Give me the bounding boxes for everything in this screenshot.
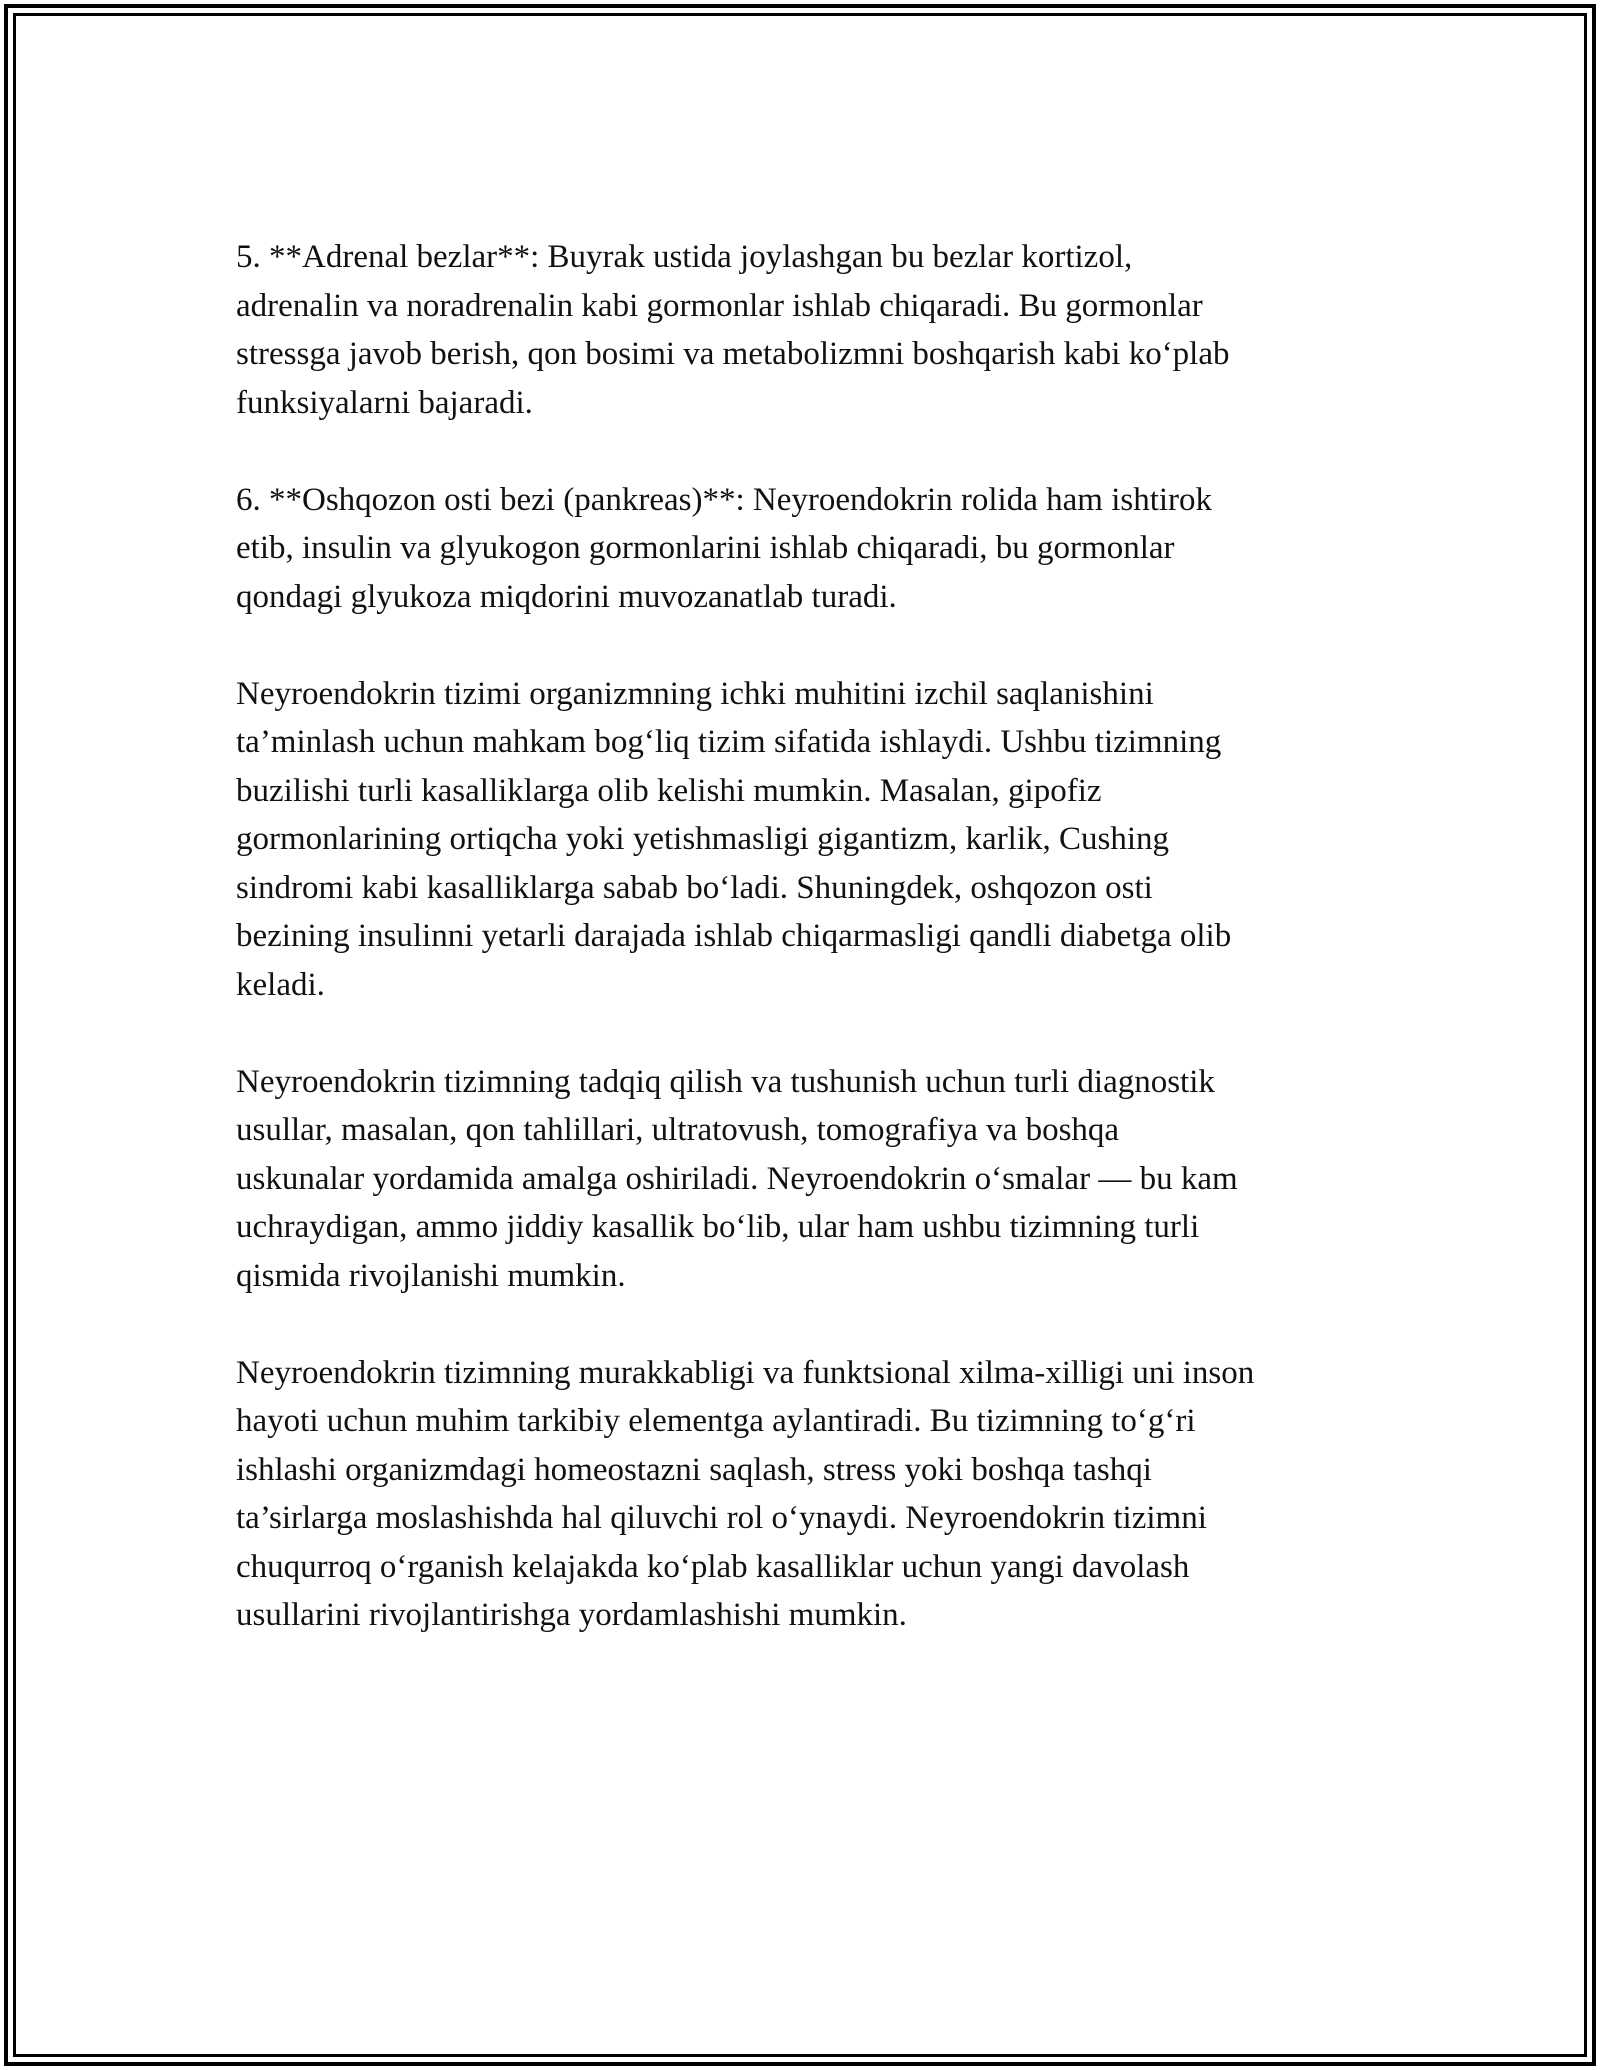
paragraph-diagnostics: Neyroendokrin tizimning tadqiq qilish va tushunish uchun turli diagnostik usullar, masalan, qon tahlillari, ultratovush, tomografiya va boshqa uskunalar yordamida amalga oshiriladi. Neyroendokrin o‘smalar — bu kam uchraydigan, ammo jiddiy kasallik bo‘lib, ular ham ushbu tizimning turli qismida rivojlanishi mumkin. [236, 1063, 1238, 1294]
paragraph-conclusion: Neyroendokrin tizimning murakkabligi va funktsional xilma-xilligi uni inson hayoti uchun muhim tarkibiy elementga aylantiradi. Bu tizimning to‘g‘ri ishlashi organizmdagi homeostazni saqlash, stress yoki boshqa tashqi ta’sirlarga moslashishda hal qiluvchi rol o‘ynaydi. Neyroendokrin tizimni chuqurroq o‘rganish kelajakda ko‘plab kasalliklar uchun yangi davolash usullarini rivojlantirishga yordamlashishi mumkin. [236, 1354, 1255, 1633]
paragraph-pancreas: 6. **Oshqozon osti bezi (pankreas)**: Neyroendokrin rolida ham ishtirok etib, insulin va glyukogon gormonlarini ishlab chiqaradi, bu gormonlar qondagi glyukoza miqdorini muvozanatlab turadi. [236, 481, 1213, 615]
paragraph-adrenal-glands: 5. **Adrenal bezlar**: Buyrak ustida joylashgan bu bezlar kortizol, adrenalin va noradrenalin kabi gormonlar ishlab chiqaradi. Bu gormonlar stressga javob berish, qon bosimi va metabolizmni boshqarish kabi ko‘plab funksiyalarni bajaradi. [236, 239, 1230, 421]
paragraph-system-function: Neyroendokrin tizimi organizmning ichki muhitini izchil saqlanishini ta’minlash uchun mahkam bog‘liq tizim sifatida ishlaydi. Ushbu tizimning buzilishi turli kasalliklarga olib kelishi mumkin. Masalan, gipofiz gormonlarining ortiqcha yoki yetishmasligi gigantizm, karlik, Cushing sindromi kabi kasalliklarga sabab bo‘ladi. Shuningdek, oshqozon osti bezining insulinni yetarli darajada ishlab chiqarmasligi qandli diabetga olib keladi. [236, 675, 1232, 1003]
document-body [236, 233, 1386, 1640]
